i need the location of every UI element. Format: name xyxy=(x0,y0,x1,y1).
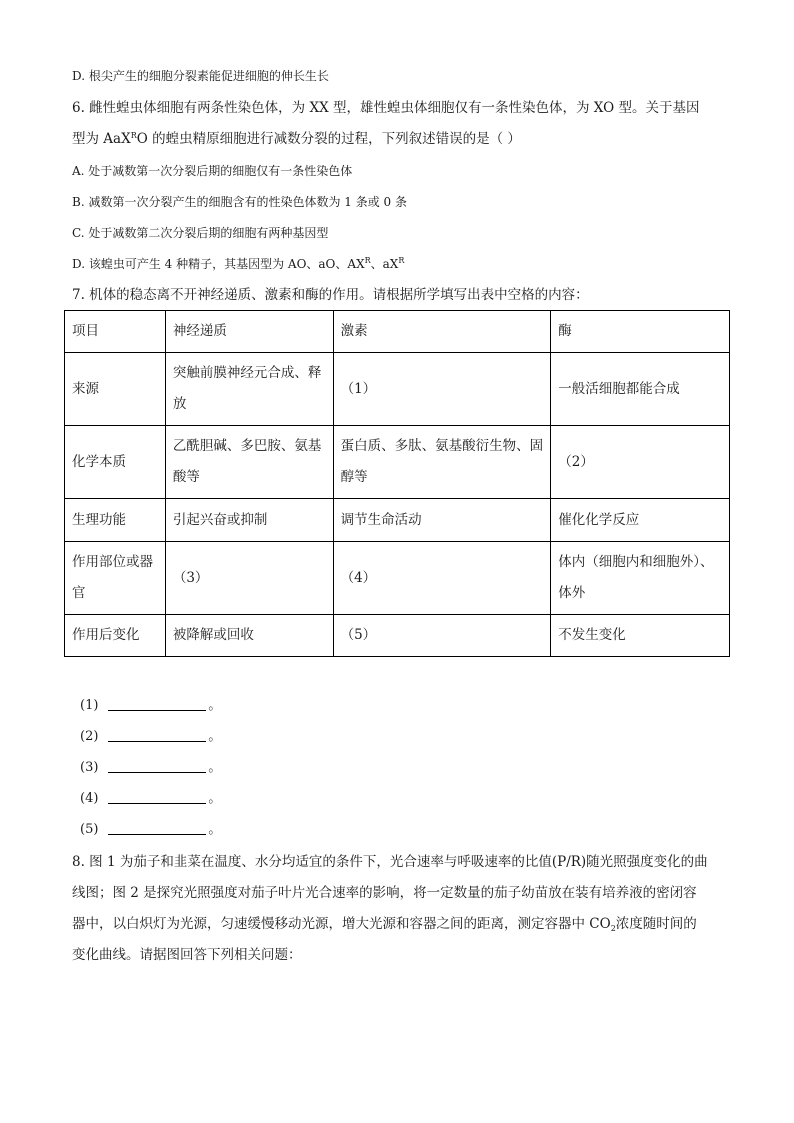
q6-option-d-mid: 、aX xyxy=(370,257,399,271)
answer-line-3 xyxy=(80,758,221,778)
table-header-row xyxy=(65,311,730,353)
table-cell: 乙酰胆碱、多巴胺、氨基酸等 xyxy=(165,426,333,499)
table-cell: 作用后变化 xyxy=(65,615,166,657)
q8-line3-sub: 2 xyxy=(610,924,616,933)
table-header-cell: 项目 xyxy=(65,311,166,353)
table-cell: 引起兴奋或抑制 xyxy=(165,499,333,542)
table-row xyxy=(65,499,730,542)
table-row xyxy=(65,615,730,657)
answer-label: (5) xyxy=(80,822,99,837)
answer-end: 。 xyxy=(208,698,222,713)
q7-stem: 7. 机体的稳态离不开神经递质、激素和酶的作用。请根据所学填写出表中空格的内容： xyxy=(72,287,589,303)
q6-option-d-pre: D. 该蝗虫可产生 4 种精子，其基因型为 AO、aO、AX xyxy=(72,257,365,271)
table-cell: 来源 xyxy=(65,353,166,426)
q8-line2: 线图；图 2 是探究光照强度对茄子叶片光合速率的影响，将一定数量的茄子幼苗放在装有培养液的密闭容 xyxy=(72,885,697,901)
answer-blank-2[interactable] xyxy=(108,727,206,742)
table-row xyxy=(65,353,730,426)
table-cell: 作用部位或器官 xyxy=(65,542,166,615)
answer-end: 。 xyxy=(208,791,222,806)
table-cell: （2） xyxy=(551,426,730,499)
q8-line3-post: 浓度随时间的 xyxy=(615,916,697,932)
q7-table xyxy=(64,310,730,657)
answer-end: 。 xyxy=(208,822,222,837)
table-cell: 突触前膜神经元合成、释放 xyxy=(165,353,333,426)
q8-line4: 变化曲线。请据图回答下列相关问题： xyxy=(72,947,302,963)
q6-option-d-sup2: R xyxy=(398,256,405,265)
table-cell: （4） xyxy=(333,542,551,615)
q6-stem-line2-sup: R xyxy=(130,131,137,140)
table-cell: 蛋白质、多肽、氨基酸衍生物、固醇等 xyxy=(333,426,551,499)
answer-line-5 xyxy=(80,820,221,840)
table-cell: （5） xyxy=(333,615,551,657)
answer-line-2 xyxy=(80,727,221,747)
q8-line3-text: 器中，以白炽灯为光源，匀速缓慢移动光源，增大光源和容器之间的距离，测定容器中 CO xyxy=(72,916,611,932)
answer-end: 。 xyxy=(208,760,222,775)
q6-option-d xyxy=(72,254,404,274)
q6-stem-line2 xyxy=(72,129,521,149)
table-cell: 调节生命活动 xyxy=(333,499,551,542)
q8-line3 xyxy=(72,914,697,934)
table-cell: 不发生变化 xyxy=(551,615,730,657)
q5-option-d: D. 根尖产生的细胞分裂素能促进细胞的伸长生长 xyxy=(72,69,329,83)
answer-blank-3[interactable] xyxy=(108,758,206,773)
table-row xyxy=(65,542,730,615)
table-cell: （3） xyxy=(165,542,333,615)
q6-option-b: B. 减数第一次分裂产生的细胞含有的性染色体数为 1 条或 0 条 xyxy=(72,195,407,209)
q8-line1: 8. 图 1 为茄子和韭菜在温度、水分均适宜的条件下，光合速率与呼吸速率的比值(P/R)随光照强度变化的曲 xyxy=(72,854,708,870)
q6-option-d-sup1: R xyxy=(364,256,371,265)
q6-stem-line2-post: O 的蝗虫精原细胞进行减数分裂的过程，下列叙述错误的是（ ） xyxy=(136,131,521,147)
table-cell: 化学本质 xyxy=(65,426,166,499)
q6-stem-line2-pre: 型为 AaX xyxy=(72,131,131,147)
table-cell: 体内（细胞内和细胞外）、体外 xyxy=(551,542,730,615)
answer-line-1 xyxy=(80,696,221,716)
table-cell: 生理功能 xyxy=(65,499,166,542)
table-header-cell: 神经递质 xyxy=(165,311,333,353)
q6-stem-line1: 6. 雌性蝗虫体细胞有两条性染色体，为 XX 型，雄性蝗虫体细胞仅有一条性染色体，为 XO 型。关于基因 xyxy=(72,100,700,116)
table-cell: 一般活细胞都能合成 xyxy=(551,353,730,426)
table-cell: 催化化学反应 xyxy=(551,499,730,542)
table-header-cell: 酶 xyxy=(551,311,730,353)
answer-label: (2) xyxy=(80,729,99,744)
table-row xyxy=(65,426,730,499)
table-header-cell: 激素 xyxy=(333,311,551,353)
answer-label: (4) xyxy=(80,791,99,806)
table-cell: （1） xyxy=(333,353,551,426)
answer-blank-4[interactable] xyxy=(108,789,206,804)
table-cell: 被降解或回收 xyxy=(165,615,333,657)
answer-end: 。 xyxy=(208,729,222,744)
q6-option-c: C. 处于减数第二次分裂后期的细胞有两种基因型 xyxy=(72,226,329,240)
answer-label: (3) xyxy=(80,760,99,775)
answer-blank-5[interactable] xyxy=(108,820,206,835)
answer-line-4 xyxy=(80,789,221,809)
answer-blank-1[interactable] xyxy=(108,696,206,711)
q6-option-a: A. 处于减数第一次分裂后期的细胞仅有一条性染色体 xyxy=(72,164,353,178)
answer-label: (1) xyxy=(80,698,99,713)
